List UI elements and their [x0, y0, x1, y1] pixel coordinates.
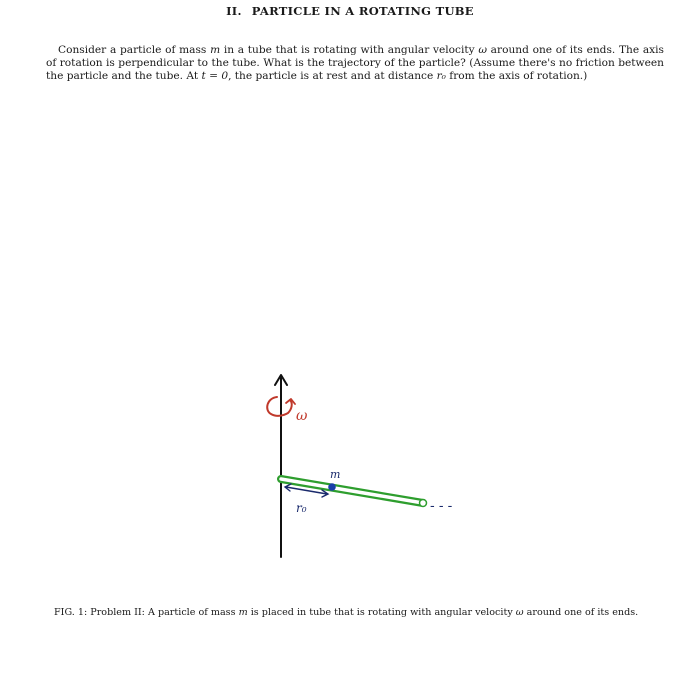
mass-label: m: [330, 468, 341, 481]
caption-middle: is placed in tube that is rotating with angular velocity: [247, 606, 516, 618]
time-expression: t = 0: [201, 70, 229, 83]
caption-omega-symbol: ω: [515, 606, 524, 618]
r0-label: r₀: [296, 501, 307, 515]
problem-text-5: from the axis of rotation.): [445, 70, 588, 83]
tube-continuation: - - -: [430, 499, 453, 514]
tube-inner: [281, 479, 423, 503]
tube-end: [420, 500, 427, 507]
figure-caption: [54, 607, 674, 619]
caption-suffix: around one of its ends.: [523, 606, 639, 618]
particle: [328, 483, 336, 491]
mass-symbol: m: [210, 43, 221, 56]
problem-text-3: around one of its ends. The axis of rotation is perpendicular to the tube. What is the trajectory of the particle? (Assume there's no friction between the particle and the tube. At: [46, 43, 664, 83]
caption-mass-symbol: m: [238, 606, 248, 618]
omega-label: ω: [296, 408, 308, 424]
problem-text-4: , the particle is at rest and at distance: [228, 70, 437, 83]
problem-text-1: Consider a particle of mass: [58, 43, 211, 56]
problem-text-2: in a tube that is rotating with angular velocity: [220, 43, 479, 56]
section-title: PARTICLE IN A ROTATING TUBE: [251, 4, 474, 18]
rotation-arrow-icon: [267, 397, 292, 416]
r0-symbol: r₀: [436, 70, 446, 83]
section-number: II.: [226, 4, 242, 18]
caption-prefix: FIG. 1: Problem II: A particle of mass: [54, 606, 239, 618]
omega-symbol: ω: [478, 43, 487, 56]
